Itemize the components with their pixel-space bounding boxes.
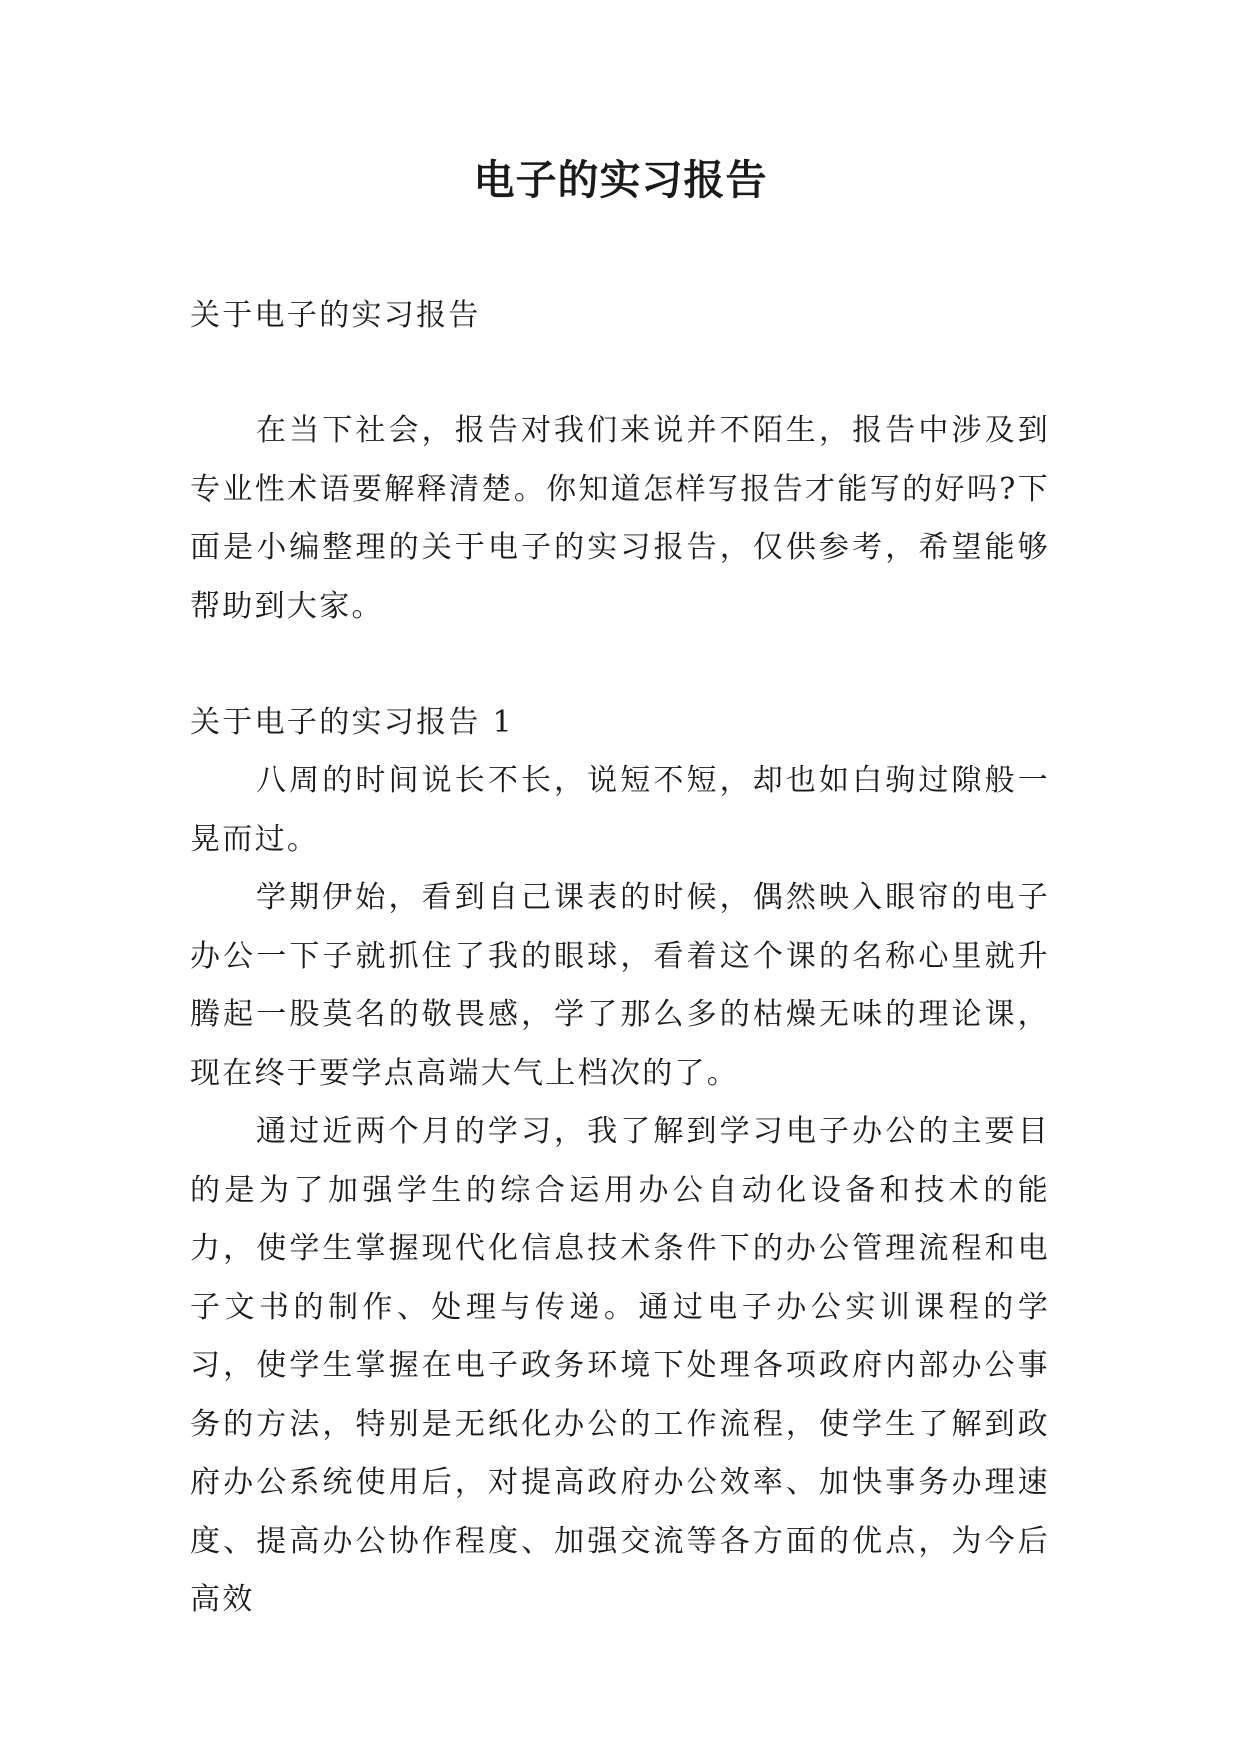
body-paragraph: 通过近两个月的学习，我了解到学习电子办公的主要目的是为了加强学生的综合运用办公自动化设备和技术的能力，使学生掌握现代化信息技术条件下的办公管理流程和电子文书的制作、处理与传递。通过电子办公实训课程的学习，使学生掌握在电子政务环境下处理各项政府内部办公事务的方法，特别是无纸化办公的工作流程，使学生了解到政府办公系统使用后，对提高政府办公效率、加快事务办理速度、提高办公协作程度、加强交流等各方面的优点，为今后高效 bbox=[190, 1114, 1050, 1617]
section-heading: 关于电子的实习报告 1 bbox=[190, 705, 514, 740]
document-title: 电子的实习报告 bbox=[473, 156, 768, 204]
body-paragraph: 八周的时间说长不长，说短不短，却也如白驹过隙般一晃而过。 bbox=[190, 763, 1050, 857]
body-paragraph: 学期伊始，看到自己课表的时候，偶然映入眼帘的电子办公一下子就抓住了我的眼球，看着这个课的名称心里就升腾起一股莫名的敬畏感，学了那么多的枯燥无味的理论课，现在终于要学点高端大气上档次的了。 bbox=[190, 880, 1050, 1091]
intro-paragraph: 在当下社会，报告对我们来说并不陌生，报告中涉及到专业性术语要解释清楚。你知道怎样写报告才能写的好吗?下面是小编整理的关于电子的实习报告，仅供参考，希望能够帮助到大家。 bbox=[190, 413, 1050, 624]
document-subtitle: 关于电子的实习报告 bbox=[190, 298, 481, 333]
